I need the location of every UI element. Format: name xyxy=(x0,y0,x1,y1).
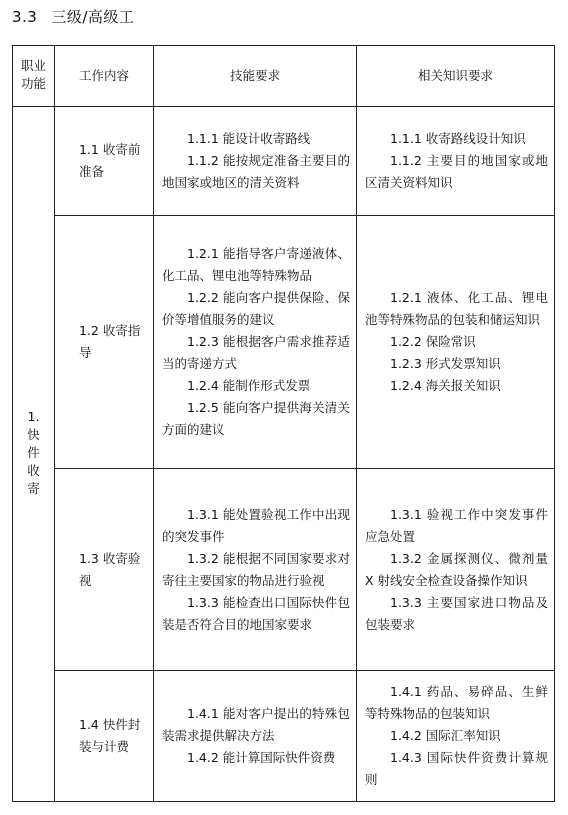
header-row xyxy=(13,46,555,107)
table-row xyxy=(13,216,555,469)
skill-item: 1.2.5 能向客户提供海关清关方面的建议 xyxy=(162,400,350,437)
header-function: 职业功能 xyxy=(13,46,55,107)
skills-cell xyxy=(154,671,357,802)
skill-item: 1.2.4 能制作形式发票 xyxy=(187,378,311,393)
work-content-cell: 1.2 收寄指导 xyxy=(55,216,154,469)
work-content-cell: 1.3 收寄验视 xyxy=(55,469,154,671)
section-heading xyxy=(12,6,134,27)
skill-item: 1.1.2 能按规定准备主要目的地国家或地区的清关资料 xyxy=(162,153,350,190)
knowledge-item: 1.4.3 国际快件资费计算规则 xyxy=(365,750,548,787)
skills-cell xyxy=(154,107,357,216)
skill-item: 1.4.1 能对客户提出的特殊包装需求提供解决方法 xyxy=(162,706,350,743)
header-knowledge: 相关知识要求 xyxy=(357,46,555,107)
table-row xyxy=(13,469,555,671)
skill-item: 1.3.2 能根据不同国家要求对寄往主要国家的物品进行验视 xyxy=(162,550,350,588)
knowledge-item: 1.3.1 验视工作中突发事件应急处置 xyxy=(365,506,548,544)
section-number: 3.3 xyxy=(12,8,38,26)
skill-item: 1.3.3 能检查出口国际快件包装是否符合目的地国家要求 xyxy=(162,594,350,632)
knowledge-cell xyxy=(357,216,555,469)
knowledge-item: 1.2.1 液体、化工品、锂电池等特殊物品的包装和储运知识 xyxy=(365,290,548,327)
skill-item: 1.4.2 能计算国际快件资费 xyxy=(187,750,336,765)
skills-cell xyxy=(154,216,357,469)
knowledge-item: 1.2.2 保险常识 xyxy=(390,334,476,349)
knowledge-cell xyxy=(357,469,555,671)
skill-item: 1.2.3 能根据客户需求推荐适当的寄递方式 xyxy=(162,334,350,371)
knowledge-item: 1.4.1 药品、易碎品、生鲜等特殊物品的包装知识 xyxy=(365,684,548,721)
knowledge-item: 1.2.4 海关报关知识 xyxy=(390,378,501,393)
knowledge-item: 1.3.2 金属探测仪、微剂量 X 射线安全检查设备操作知识 xyxy=(365,550,548,588)
knowledge-item: 1.1.2 主要目的地国家或地区清关资料知识 xyxy=(365,153,548,190)
function-cell xyxy=(13,107,55,802)
table-row xyxy=(13,671,555,802)
knowledge-cell xyxy=(357,671,555,802)
work-content-cell: 1.4 快件封装与计费 xyxy=(55,671,154,802)
work-content-cell: 1.1 收寄前准备 xyxy=(55,107,154,216)
knowledge-cell xyxy=(357,107,555,216)
table-row xyxy=(13,107,555,216)
skill-item: 1.1.1 能设计收寄路线 xyxy=(187,131,311,146)
header-content: 工作内容 xyxy=(55,46,154,107)
knowledge-item: 1.2.3 形式发票知识 xyxy=(390,356,501,371)
section-title: 三级/高级工 xyxy=(51,8,135,26)
function-name: 1. 快件收寄 xyxy=(27,409,40,496)
knowledge-item: 1.4.2 国际汇率知识 xyxy=(390,728,501,743)
skills-cell xyxy=(154,469,357,671)
header-skills: 技能要求 xyxy=(154,46,357,107)
requirements-table xyxy=(12,45,555,802)
knowledge-item: 1.3.3 主要国家进口物品及包装要求 xyxy=(365,594,548,632)
skill-item: 1.2.1 能指导客户寄递液体、化工品、锂电池等特殊物品 xyxy=(162,246,350,283)
skill-item: 1.2.2 能向客户提供保险、保价等增值服务的建议 xyxy=(162,290,350,327)
skill-item: 1.3.1 能处置验视工作中出现的突发事件 xyxy=(162,506,350,544)
knowledge-item: 1.1.1 收寄路线设计知识 xyxy=(390,131,526,146)
